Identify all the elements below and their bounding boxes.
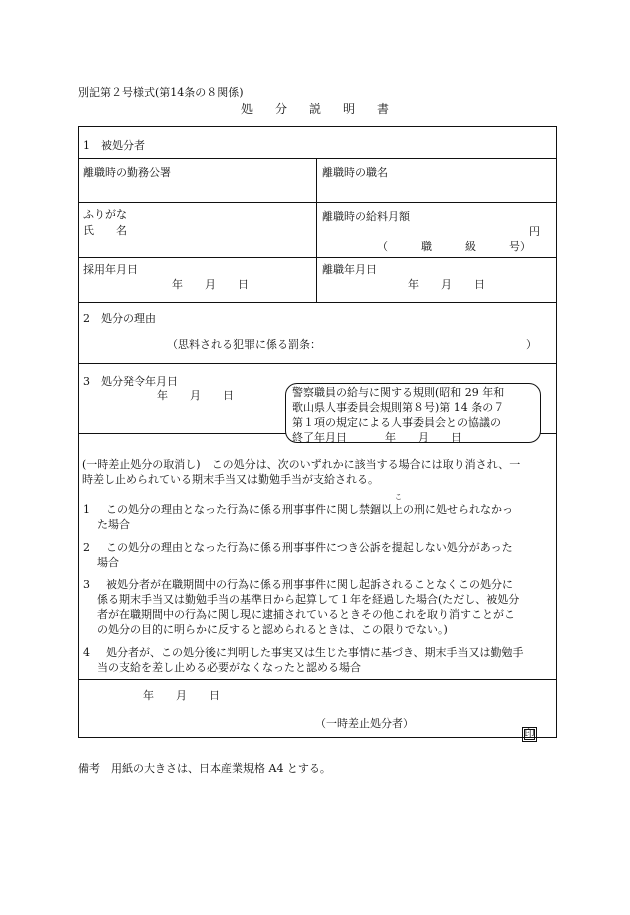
signature-date: 年 月 日 (143, 689, 220, 702)
bubble-last-line (292, 430, 534, 445)
item-text: の処分の目的に明らかに反すると認められるときは、この限りでない。) (97, 623, 448, 636)
cancellation-intro-line: (一時差止処分の取消し) この処分は、次のいずれかに該当する場合には取り消され、一 (82, 458, 521, 471)
salary-unit: 円 (529, 225, 540, 238)
cancellation-item-2 (80, 540, 552, 570)
leave-date-value: 年 月 日 (408, 278, 485, 291)
item-number: 4 (83, 646, 90, 659)
item-text: 当の支給を差し止める必要がなくなったと認める場合 (97, 661, 361, 674)
hire-date-value: 年 月 日 (172, 278, 249, 291)
title-char: 説 (308, 102, 321, 116)
item-number: 2 (83, 541, 90, 554)
item-text: この処分の理由となった行為に係る刑事事件につき公訴を提起しない処分があった (106, 541, 513, 554)
document-title (0, 101, 630, 118)
item-text: 者が在職期間中の行為に関し現に逮捕されているときその他これを取り消すことがこ (97, 608, 515, 621)
section2-cell[interactable] (79, 303, 557, 364)
title-char: 明 (342, 102, 355, 116)
cancellation-item-3 (80, 577, 552, 637)
section2-heading: 2 処分の理由 (83, 312, 156, 325)
item-number: 3 (83, 578, 90, 591)
item-text: 被処分者が在職期間中の行為に係る刑事事件に関し起訴されることなくこの処分に (106, 578, 513, 591)
name-label: 氏 名 (83, 224, 127, 237)
penalty-clause: （思料される犯罪に係る罰条： (167, 338, 321, 351)
cancellation-intro (82, 457, 520, 487)
signer-label: （一時差止処分者） (315, 717, 414, 730)
item-text: 係る期末手当又は勤勉手当の基準日から起算して１年を経過した場合(ただし、被処分 (97, 593, 520, 606)
item-text: た場合 (97, 518, 130, 531)
section1-heading-cell (79, 127, 557, 159)
cancellation-item-1 (80, 502, 552, 532)
workplace-cell[interactable] (79, 159, 317, 203)
item-text: 場合 (97, 556, 119, 569)
footer-note: 備考 用紙の大きさは、日本産業規格 A4 とする。 (78, 762, 331, 775)
salary-grade-line: （ 職 級 号） (377, 240, 531, 253)
position-cell[interactable] (317, 159, 557, 203)
salary-cell[interactable] (317, 203, 557, 258)
council-consultation-bubble (285, 383, 541, 443)
title-char: 処 (240, 102, 253, 116)
workplace-label: 離職時の勤務公署 (83, 166, 171, 179)
bubble-line: 警察職員の給与に関する規則(昭和 29 年和 (292, 386, 505, 399)
salary-label: 離職時の給料月額 (322, 210, 410, 223)
signature-cell[interactable] (79, 680, 557, 738)
item-text: 処分者が、この処分後に判明した事実又は生じた事情に基づき、期末手当又は勤勉手 (106, 646, 524, 659)
furigana-label: ふりがな (83, 208, 127, 221)
bubble-line: 第１項の規定による人事委員会との協議の (292, 416, 501, 429)
hire-date-label: 採用年月日 (83, 263, 138, 276)
bubble-line: 歌山県人事委員会規則第８号)第 14 条の７ (292, 401, 505, 414)
section3-date: 年 月 日 (157, 389, 234, 402)
item-number: 1 (83, 503, 90, 516)
section1-heading: 1 被処分者 (83, 139, 145, 152)
ruby-reading: こ (395, 493, 402, 501)
cancellation-intro-line: 時差し止められている期末手当又は勤勉手当が支給される。 (82, 473, 379, 486)
leave-date-label: 離職年月日 (322, 263, 377, 276)
seal-stamp-mark: 印 (524, 729, 535, 740)
seal-stamp-box[interactable] (522, 727, 537, 742)
hire-date-cell[interactable] (79, 258, 317, 303)
bubble-last-label: 終了年月日 (292, 431, 347, 444)
section3-heading: 3 処分発令年月日 (83, 375, 178, 388)
name-cell[interactable] (79, 203, 317, 258)
bubble-last-date: 年 月 日 (385, 431, 462, 444)
title-char: 分 (274, 102, 287, 116)
title-char: 書 (376, 102, 389, 116)
penalty-clause-close: ） (526, 338, 537, 351)
leave-date-cell[interactable] (317, 258, 557, 303)
item-text: この処分の理由となった行為に係る刑事事件に関し禁錮以上の刑に処せられなかっ (106, 503, 513, 516)
cancellation-item-4 (80, 645, 552, 675)
form-label: 別記第２号様式(第14条の８関係) (78, 86, 244, 99)
position-label: 離職時の職名 (322, 166, 388, 179)
